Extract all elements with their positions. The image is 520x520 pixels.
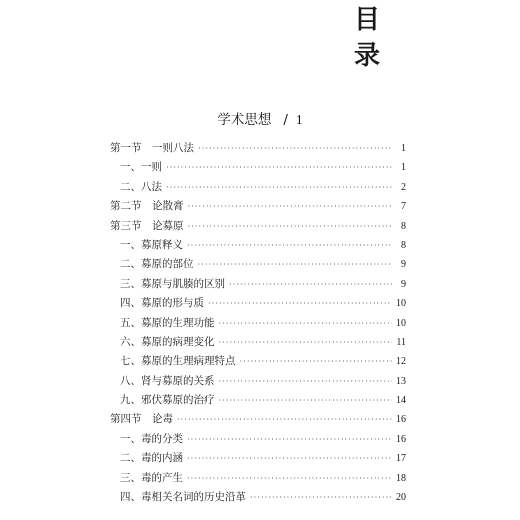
toc-entry-label: 二、募原的部位 [120,258,194,271]
toc-chapter-row [110,218,406,237]
section-heading-page: 1 [295,112,303,127]
toc-entry-label: 一、募原释义 [120,238,183,251]
section-heading-separator: / [283,112,288,128]
toc-entry-page: 2 [401,181,406,193]
toc-entry-label: 第二节 论散膏 [110,200,184,213]
toc-subsection-row [110,353,406,372]
toc-entry-page: 8 [401,220,406,232]
toc-entry-page: 20 [396,492,406,504]
toc-entry-label: 八、肾与募原的关系 [120,374,215,387]
toc-dot-leader [177,415,392,424]
toc-entry-page: 11 [396,336,406,348]
toc-entry-page: 1 [401,162,406,174]
toc-dot-leader [219,377,393,386]
toc-entry-page: 9 [401,278,406,290]
toc-subsection-row [110,450,406,469]
toc-dot-leader [219,319,393,328]
page-title-line-2: 录 [353,41,380,71]
toc-entry-page: 1 [401,143,406,154]
page-title-line-1: 目 [353,5,380,35]
toc-dot-leader [188,222,393,231]
toc-entry-label: 五、募原的生理功能 [120,316,215,329]
toc-dot-leader [187,474,392,483]
toc-entry-label: 一、一则 [120,161,162,174]
toc-dot-leader [188,202,393,211]
toc-entry-label: 四、募原的形与质 [120,297,204,310]
toc-chapter-row [110,198,406,217]
toc-entry-label: 第四节 论毒 [110,413,173,426]
section-heading [0,108,520,128]
toc-entry-label: 七、募原的生理病理特点 [120,355,236,368]
toc-dot-leader [198,260,393,269]
toc-subsection-row [110,489,406,508]
toc-dot-leader [229,280,392,289]
toc-chapter-row [110,411,406,430]
toc-entry-label: 二、八法 [120,180,162,193]
toc-entry-label: 四、毒相关名词的历史沿革 [120,491,246,504]
toc-entry-label: 第一节 一则八法 [110,142,194,154]
toc-dot-leader [240,357,393,366]
toc-dot-leader [219,338,393,347]
toc-entry-label: 二、毒的内涵 [120,452,183,465]
toc-subsection-row [110,237,406,256]
toc-subsection-row [110,431,406,450]
toc-dot-leader [187,454,392,463]
table-of-contents [110,140,406,508]
toc-subsection-row [110,179,406,198]
toc-entry-label: 第三节 论募原 [110,219,184,232]
toc-subsection-row [110,373,406,392]
toc-entry-label: 一、毒的分类 [120,432,183,445]
toc-dot-leader [166,163,392,172]
toc-entry-page: 12 [396,356,406,368]
toc-dot-leader [250,493,392,502]
section-heading-label: 学术思想 [217,112,272,128]
toc-entry-label: 三、募原与肌腠的区别 [120,277,225,290]
toc-entry-page: 7 [401,201,406,213]
toc-entry-page: 14 [396,395,406,407]
toc-dot-leader [187,435,392,444]
toc-entry-page: 10 [396,317,406,329]
toc-subsection-row [110,392,406,411]
toc-subsection-row [110,276,406,295]
toc-dot-leader [187,241,392,250]
toc-subsection-row [110,295,406,314]
toc-entry-label: 三、毒的产生 [120,471,183,484]
toc-entry-page: 9 [401,259,406,271]
toc-entry-page: 18 [396,472,406,484]
toc-subsection-row [110,470,406,489]
toc-dot-leader [198,144,392,153]
toc-entry-page: 8 [401,239,406,251]
toc-dot-leader [208,299,392,308]
page-title [352,2,382,74]
toc-subsection-row [110,334,406,353]
toc-subsection-row [110,159,406,178]
toc-dot-leader [219,396,393,405]
toc-subsection-row [110,315,406,334]
toc-entry-page: 10 [396,298,406,310]
toc-chapter-row [110,140,406,159]
toc-entry-page: 17 [396,453,406,465]
toc-entry-page: 16 [396,433,406,445]
toc-entry-page: 16 [396,414,406,426]
toc-subsection-row [110,256,406,275]
toc-entry-page: 13 [396,375,406,387]
toc-entry-label: 九、邪伏募原的治疗 [120,394,215,407]
toc-entry-label: 六、募原的病理变化 [120,335,215,348]
toc-dot-leader [166,183,392,192]
